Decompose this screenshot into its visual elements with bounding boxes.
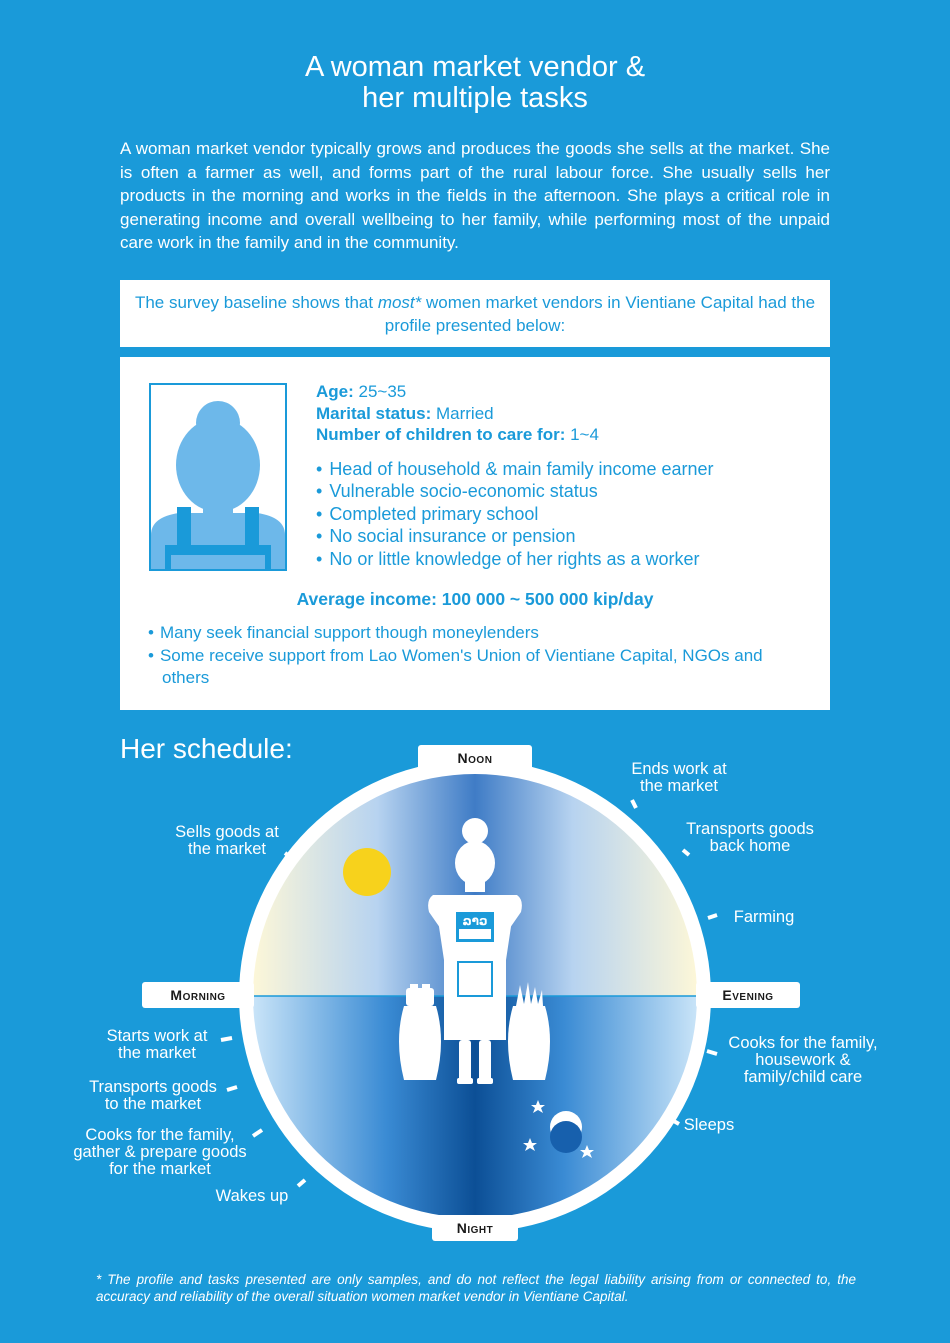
marital-value: Married xyxy=(431,403,494,423)
marital-label: Marital status: xyxy=(316,403,432,423)
task-line: Transports goods xyxy=(686,820,814,838)
profile-facts xyxy=(316,381,816,570)
profile-bullets xyxy=(316,458,816,571)
task-line: Cooks for the family, xyxy=(728,1034,878,1052)
survey-text-before: The survey baseline shows that xyxy=(134,293,378,312)
task-line: Starts work at xyxy=(106,1027,208,1045)
list-item: • Vulnerable socio-economic status xyxy=(316,480,816,503)
list-item: • No social insurance or pension xyxy=(316,525,816,548)
survey-box xyxy=(120,280,830,347)
children-row xyxy=(316,424,816,446)
survey-text-after: women market vendors in Vientiane Capital had the profile presented below: xyxy=(384,293,816,335)
task-line: Sells goods at xyxy=(175,823,279,841)
support-list xyxy=(148,622,808,690)
age-label: Age: xyxy=(316,382,354,401)
task-line: gather & prepare goods xyxy=(73,1143,247,1161)
task-line: back home xyxy=(709,837,791,855)
task-cooks-prepare xyxy=(54,1127,266,1178)
task-line: family/child care xyxy=(743,1068,863,1086)
schedule-title: Her schedule: xyxy=(120,733,293,764)
task-line: Wakes up xyxy=(215,1187,289,1205)
task-line: the market xyxy=(640,777,718,795)
marital-row xyxy=(316,403,816,425)
task-line: Farming xyxy=(733,908,795,926)
task-sells-goods xyxy=(160,824,294,858)
task-wakes-up xyxy=(204,1188,300,1205)
list-item: • Completed primary school xyxy=(316,503,816,526)
page-title xyxy=(0,52,950,114)
woman-portrait-icon xyxy=(149,383,287,571)
survey-emphasis: most* xyxy=(377,293,422,312)
night-label: Night xyxy=(432,1215,518,1241)
task-line: housework & xyxy=(755,1051,851,1069)
noon-label: Noon xyxy=(418,745,532,771)
children-label: Number of children to care for: xyxy=(316,425,566,444)
task-sleeps xyxy=(676,1117,742,1134)
age-value: 25~35 xyxy=(353,382,407,401)
task-ends-work xyxy=(612,761,746,795)
task-transports-home xyxy=(670,821,830,855)
apron-label: ລາວ xyxy=(462,914,488,928)
children-value: 1~4 xyxy=(565,425,599,444)
task-transports-market xyxy=(74,1079,232,1113)
list-item: • Some receive support from Lao Women's Union of Vientiane Capital, NGOs and others xyxy=(148,645,808,690)
morning-label: Morning xyxy=(142,982,254,1008)
footnote: * The profile and tasks presented are only samples, and do not reflect the legal liability arising from or connected to, the accuracy and reliability of the overall situation women market vendor in Vientiane Capital. xyxy=(96,1272,856,1304)
task-farming xyxy=(722,909,806,926)
task-line: for the market xyxy=(109,1160,211,1178)
task-line: Cooks for the family, xyxy=(85,1126,235,1144)
task-line: to the market xyxy=(104,1095,202,1113)
evening-label: Evening xyxy=(696,982,800,1008)
schedule-clock xyxy=(0,740,950,1260)
list-item: • Head of household & main family income earner xyxy=(316,458,816,481)
task-cooks-family xyxy=(712,1035,894,1086)
sun-icon xyxy=(343,848,391,896)
task-starts-work xyxy=(88,1028,226,1062)
task-line: the market xyxy=(188,840,266,858)
list-item: • No or little knowledge of her rights as a worker xyxy=(316,548,816,571)
task-line: Ends work at xyxy=(631,760,727,778)
list-item: • Many seek financial support though moneylenders xyxy=(148,622,808,645)
moon-icon xyxy=(550,1111,582,1153)
task-line: Transports goods xyxy=(89,1078,217,1096)
task-line: Sleeps xyxy=(683,1116,735,1134)
intro-paragraph: A woman market vendor typically grows and produces the goods she sells at the market. She is often a farmer as well, and forms part of the rural labour force. She usually sells her products in the morning and works in the fields in the afternoon. She plays a critical role in generating income and overall wellbeing to her family, while performing most of the unpaid care work in the family and in the community. xyxy=(120,139,830,252)
title-line-1: A woman market vendor & xyxy=(304,51,646,83)
average-income: Average income: 100 000 ~ 500 000 kip/day xyxy=(296,589,654,609)
title-line-2: her multiple tasks xyxy=(362,82,588,114)
age-row xyxy=(316,381,816,403)
task-line: the market xyxy=(118,1044,196,1062)
profile-box xyxy=(120,357,830,710)
